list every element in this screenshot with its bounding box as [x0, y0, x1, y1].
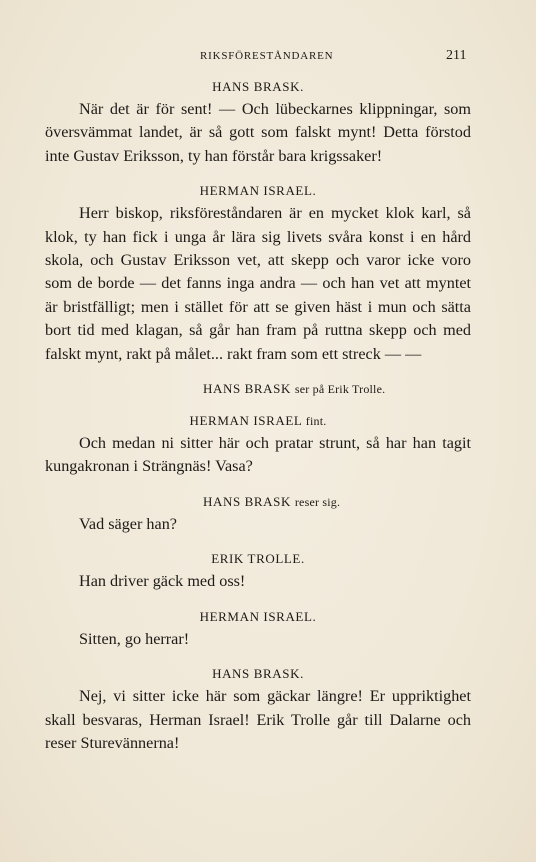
stage-direction: ser på Erik Trolle.: [294, 382, 386, 397]
speaker-name: [45, 410, 471, 432]
speaker-name: [45, 378, 471, 400]
running-title: RIKSFÖRESTÅNDAREN: [200, 50, 334, 62]
speech-paragraph: Vad säger han?: [79, 514, 177, 533]
speaker-name: [45, 180, 471, 202]
speech-paragraph: Nej, vi sitter icke här som gäckar längre! Er uppriktighet skall besvaras, Herman Israel! Erik Trolle går till Dalarne och reser Sturevännerna!: [45, 687, 471, 752]
speech-paragraph: När det är för sent! — Och lübeckarnes klippningar, som översvämmat landet, är så gott som falskt mynt! Detta förstod inte Gustav Eriksson, ty han förstår bara krigssaker!: [45, 100, 471, 165]
speaker-label: ERIK TROLLE.: [211, 551, 305, 567]
speaker-label: HANS BRASK.: [212, 79, 304, 94]
speaker-name: [45, 548, 471, 570]
speaker-name: [45, 491, 471, 513]
speaker-name: [45, 76, 471, 98]
speaker-label: HERMAN ISRAEL.: [199, 608, 317, 624]
speech-paragraph: Och medan ni sitter här och pratar strunt, så har han tagit kungakronan i Strängnäs! Vasa?: [45, 434, 471, 476]
speaker-label: HERMAN ISRAEL: [189, 413, 302, 429]
stage-direction: reser sig.: [294, 494, 341, 509]
speech-paragraph: Herr biskop, riksföreståndaren är en mycket klok karl, så klok, ty han fick i unga år lära sig livets svåra konst i en hård skola, och Gustav Eriksson vet, att skepp och varor icke voro som de borde — det fanns inga andra — och han vet att myntet är bristfälligt; men i stället för att se given häst i mun och sätta bort tid med klagan, så går han fram på ruttna skepp och med falskt mynt, rakt på målet... rakt fram som ett streck — —: [45, 204, 471, 363]
page-number: 211: [446, 48, 467, 63]
speaker-name: [45, 663, 471, 685]
dialogue-text: [45, 76, 471, 755]
speaker-label: HANS BRASK.: [212, 666, 304, 682]
speaker-label: HERMAN ISRAEL.: [199, 183, 317, 199]
speaker-name: [45, 606, 471, 628]
speaker-label: HANS BRASK: [203, 381, 291, 397]
running-head: [0, 50, 536, 66]
stage-direction: fint.: [305, 414, 327, 429]
speaker-label: HANS BRASK: [203, 493, 291, 509]
speech-paragraph: Sitten, go herrar!: [79, 629, 190, 648]
speech-paragraph: Han driver gäck med oss!: [79, 572, 246, 591]
